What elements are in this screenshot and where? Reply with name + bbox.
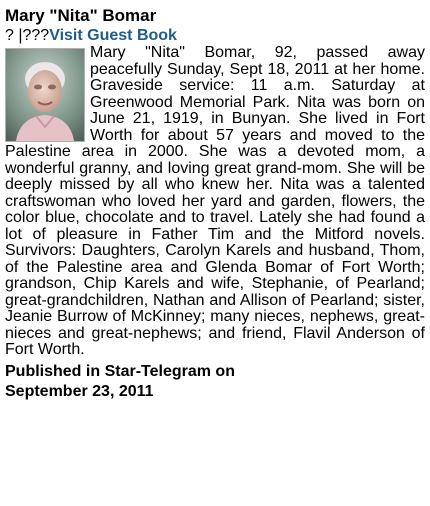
visit-guest-book-link[interactable]: Visit Guest Book	[49, 27, 177, 44]
obituary-content	[5, 45, 425, 359]
guest-book-line	[5, 26, 425, 45]
portrait-photo	[5, 48, 85, 142]
published-notice: Published in Star-Telegram on September 23, 2011	[5, 362, 235, 400]
portrait-image	[6, 49, 84, 141]
prefix-text: ? |???	[5, 27, 50, 44]
obituary-text: Mary "Nita" Bomar, 92, passed away peacefully Sunday, Sept 18, 2011 at her home. Graveside service: 11 a.m. Saturday at Greenwood Memorial Park. Nita was born on June 21, 1919, in Bunyan. She lived in Fort Worth for about 57 years and moved to the Palestine area in 2000. She was a devoted mom, a wonderful granny, and loving great grand-mom. She will be deeply missed by all who knew her. Nita was a talented craftswoman who loved her yard and garden, flowers, the color blue, chocolate and to travel. Lately she had found a lot of pleasure in Father Tim and the Mitford novels. Survivors: Daughters, Carolyn Karels and husband, Thom, of the Palestine area and Glenda Bomar of Fort Worth; grandson, Chip Karels and wife, Stephanie, of Pearland; great-grandchildren, Nathan and Allison of Pearland; sister, Jeanie Burrow of McKinney; many nieces, nephews, great-nieces and great-nephews; and friend, Flavil Anderson of Fort Worth.	[5, 44, 425, 358]
obituary-name: Mary "Nita" Bomar	[5, 6, 157, 25]
